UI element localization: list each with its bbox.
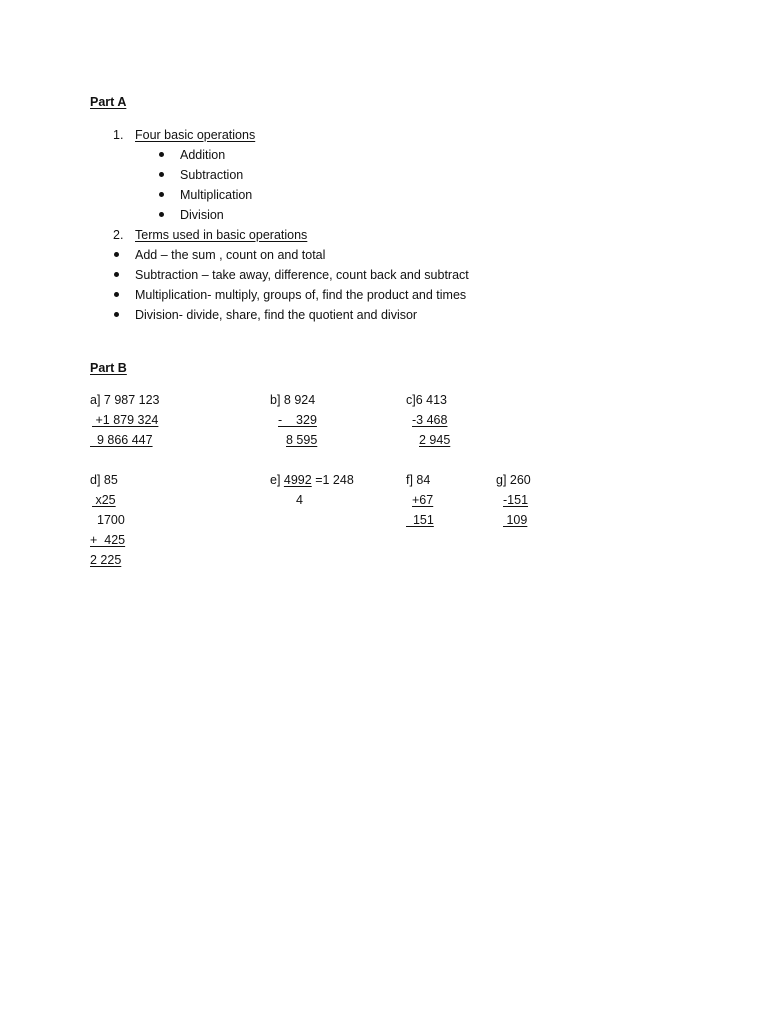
- part-a-heading: Part A: [90, 95, 127, 109]
- list-number-2: 2.: [113, 228, 124, 242]
- problem-d-line1: d] 85: [90, 473, 118, 487]
- problem-g-line2: -151: [503, 493, 529, 507]
- term-item: Add – the sum , count on and total: [135, 248, 326, 262]
- problem-g-line1: g] 260: [496, 473, 531, 487]
- list-title-terms: Terms used in basic operations: [135, 228, 308, 242]
- problem-e-prefix: e]: [270, 473, 284, 487]
- problem-a-line2: +1 879 324: [92, 413, 159, 427]
- bullet-icon: [114, 292, 119, 297]
- operation-item: Addition: [180, 148, 226, 162]
- term-item: Multiplication- multiply, groups of, find the product and times: [135, 288, 467, 302]
- problem-f-answer: 151: [406, 513, 434, 527]
- operation-item: Division: [180, 208, 224, 222]
- problem-a-line1: a] 7 987 123: [90, 393, 160, 407]
- problem-g-answer: 109: [503, 513, 528, 527]
- bullet-icon: [159, 212, 164, 217]
- problem-e-denominator: 4: [296, 493, 303, 507]
- problem-f-line1: f] 84: [406, 473, 431, 487]
- problem-d-line3: 1700: [97, 513, 125, 527]
- bullet-icon: [159, 172, 164, 177]
- bullet-icon: [114, 312, 119, 317]
- list-title-four-basic-operations: Four basic operations: [135, 128, 256, 142]
- problem-c-line1: c]6 413: [406, 393, 448, 407]
- problem-c-line2: -3 468: [412, 413, 448, 427]
- problem-f-line2: +67: [412, 493, 434, 507]
- operation-item: Subtraction: [180, 168, 244, 182]
- problem-a-answer: 9 866 447: [90, 433, 153, 447]
- bullet-icon: [114, 272, 119, 277]
- problem-d-line4: + 425: [90, 533, 126, 547]
- term-item: Subtraction – take away, difference, count back and subtract: [135, 268, 469, 282]
- bullet-icon: [114, 252, 119, 257]
- problem-e-line1: [270, 472, 354, 488]
- problem-b-line1: b] 8 924: [270, 393, 316, 407]
- problem-e-numerator: 4992: [283, 473, 312, 487]
- problem-c-answer: 2 945: [419, 433, 451, 447]
- list-number-1: 1.: [113, 128, 124, 142]
- problem-d-answer: 2 225: [90, 553, 122, 567]
- operation-item: Multiplication: [180, 188, 253, 202]
- problem-e-result: =1 248: [311, 473, 354, 487]
- problem-d-line2: x25: [92, 493, 116, 507]
- part-b-heading: Part B: [90, 361, 127, 375]
- term-item: Division- divide, share, find the quotient and divisor: [135, 308, 418, 322]
- bullet-icon: [159, 192, 164, 197]
- problem-b-answer: 8 595: [286, 433, 318, 447]
- problem-b-line2: - 329: [278, 413, 317, 427]
- bullet-icon: [159, 152, 164, 157]
